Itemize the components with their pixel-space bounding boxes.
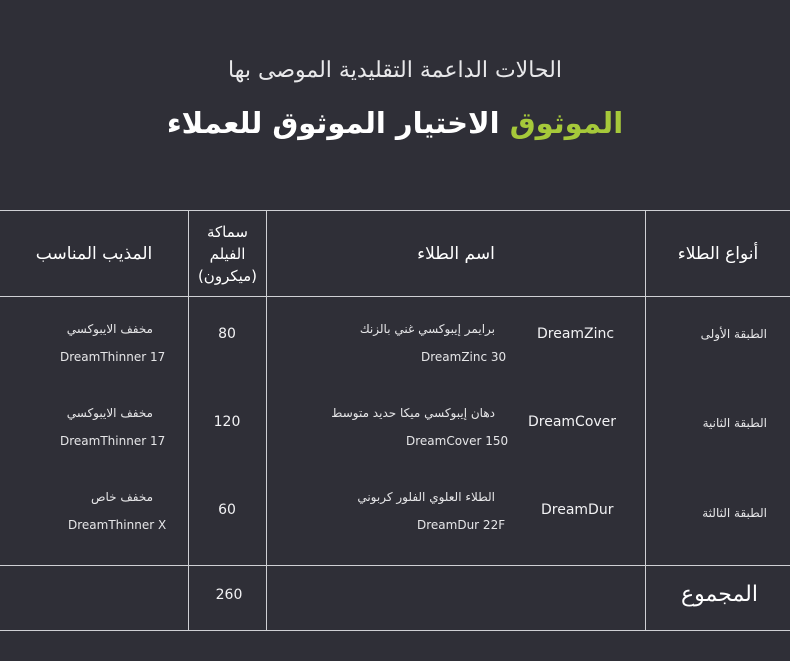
thinner-code: DreamThinner 17	[60, 350, 166, 364]
product-code: DreamCover 150	[406, 434, 509, 448]
film-thickness-value: 120	[213, 414, 241, 430]
product-name: DreamDur	[541, 502, 614, 518]
header-thinner: المذيب المناسب	[35, 243, 153, 264]
table-header-border	[0, 296, 790, 297]
layer-label: الطبقة الأولى	[700, 327, 767, 341]
film-thickness-value: 60	[218, 502, 236, 518]
product-name: DreamCover	[528, 414, 617, 430]
title-main: الاختيار الموثوق للعملاء	[166, 106, 500, 140]
product-description: دهان إيبوكسي ميكا حديد متوسط	[331, 406, 495, 420]
page-title	[0, 106, 790, 140]
product-code: DreamZinc 30	[421, 350, 507, 364]
product-description: برايمر إيبوكسي غني بالزنك	[359, 322, 495, 336]
thinner-code: DreamThinner 17	[60, 434, 166, 448]
total-label: المجموع	[681, 582, 758, 607]
thinner-name: مخفف خاص	[90, 490, 153, 504]
layer-label: الطبقة الثالثة	[702, 506, 767, 520]
film-thickness-value: 80	[218, 326, 236, 342]
product-name: DreamZinc	[537, 326, 615, 342]
thinner-code: DreamThinner X	[68, 518, 167, 532]
title-accent: الموثوق	[509, 106, 624, 140]
thinner-name: مخفف الايبوكسي	[66, 406, 153, 420]
thinner-name: مخفف الايبوكسي	[66, 322, 153, 336]
table-total-border	[0, 565, 790, 566]
table-bottom-border	[0, 630, 790, 631]
total-value: 260	[215, 587, 243, 603]
header-coating-name: اسم الطلاء	[417, 243, 495, 264]
product-code: DreamDur 22F	[417, 518, 506, 532]
header-film-thickness: سماكة الفيلم (ميكرون)	[197, 222, 258, 285]
layer-label: الطبقة الثانية	[702, 416, 767, 430]
subtitle: الحالات الداعمة التقليدية الموصى بها	[228, 58, 562, 83]
product-description: الطلاء العلوي الفلور كربوني	[357, 490, 495, 504]
header-coating-types: أنواع الطلاء	[677, 243, 759, 264]
